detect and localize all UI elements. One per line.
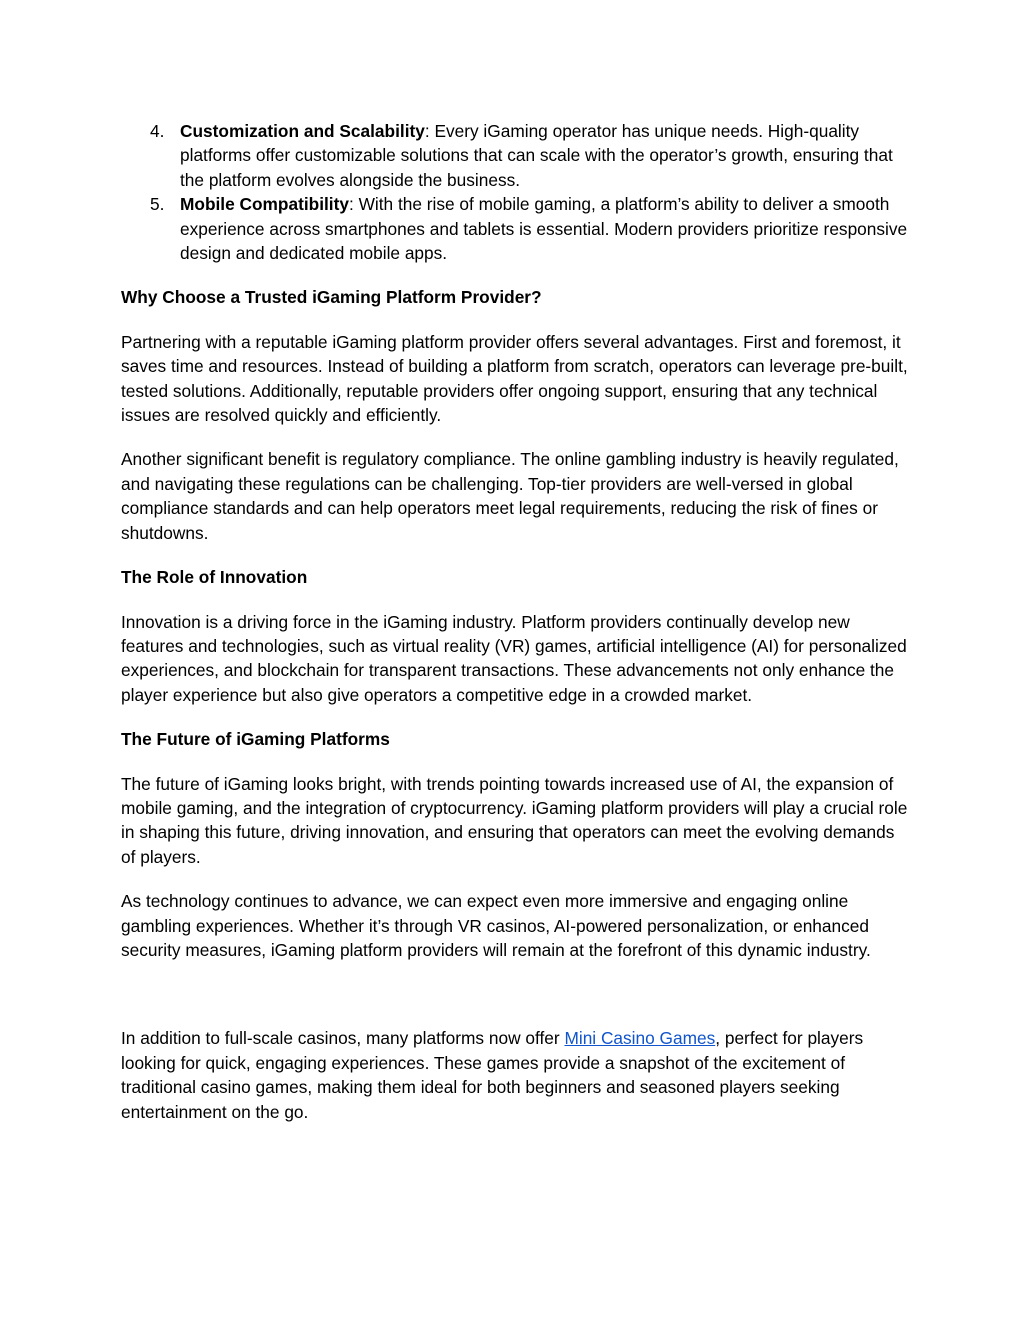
- list-item: [121, 192, 911, 265]
- section-heading-innovation: The Role of Innovation: [121, 567, 308, 588]
- list-item-title: Mobile Compatibility: [180, 194, 349, 215]
- paragraph: Another significant benefit is regulatory compliance. The online gambling industry is heavily regulated, and navigating these regulations can be challenging. Top-tier providers are well-versed in global compliance standards and can help operators meet legal requirements, reducing the risk of fines or shutdowns.: [121, 449, 899, 543]
- list-item-text: : With the rise of mobile gaming, a platform’s ability to deliver a smooth experience across smartphones and tablets is essential. Modern providers prioritize responsive design and dedicated mobile apps.: [180, 194, 908, 264]
- feature-list: [121, 119, 911, 265]
- list-number: 5.: [150, 194, 165, 215]
- list-item-text: : Every iGaming operator has unique needs. High-quality platforms offer customizable solutions that can scale with the operator’s growth, ensuring that the platform evolves alongside the business.: [180, 121, 893, 190]
- closing-paragraph: [121, 1026, 911, 1124]
- mini-casino-games-link[interactable]: Mini Casino Games: [564, 1028, 716, 1049]
- paragraph: Partnering with a reputable iGaming platform provider offers several advantages. First and foremost, it saves time and resources. Instead of building a platform from scratch, operators can leverage pre-built, tested solutions. Additionally, reputable providers offer ongoing support, ensuring that any technical issues are resolved quickly and efficiently.: [121, 331, 908, 426]
- list-item: [121, 119, 911, 192]
- section-heading-future: The Future of iGaming Platforms: [121, 729, 390, 750]
- paragraph: As technology continues to advance, we can expect even more immersive and engaging online gambling experiences. Whether it’s through VR casinos, AI-powered personalization, or enhanced security measures, iGaming platform providers will remain at the forefront of this dynamic industry.: [121, 891, 871, 960]
- list-item-title: Customization and Scalability: [180, 121, 425, 141]
- paragraph: Innovation is a driving force in the iGaming industry. Platform providers continually develop new features and technologies, such as virtual reality (VR) games, artificial intelligence (AI) for personalized experiences, and blockchain for transparent transactions. These advancements not only enhance the player experience but also give operators a competitive edge in a crowded market.: [121, 611, 907, 705]
- document-page: [121, 119, 911, 1124]
- closing-text-after-link: , perfect for players looking for quick, engaging experiences. These games provide a snapshot of the excitement of traditional casino games, making them ideal for both beginners and seasoned players seeking entertainment on the go.: [121, 1028, 864, 1122]
- paragraph: The future of iGaming looks bright, with trends pointing towards increased use of AI, the expansion of mobile gaming, and the integration of cryptocurrency. iGaming platform providers will play a crucial role in shaping this future, driving innovation, and ensuring that operators can meet the evolving demands of players.: [121, 773, 908, 867]
- closing-text-before-link: In addition to full-scale casinos, many platforms now offer: [121, 1028, 565, 1049]
- list-number: 4.: [150, 121, 165, 141]
- section-heading-why-choose: Why Choose a Trusted iGaming Platform Provider?: [121, 287, 542, 308]
